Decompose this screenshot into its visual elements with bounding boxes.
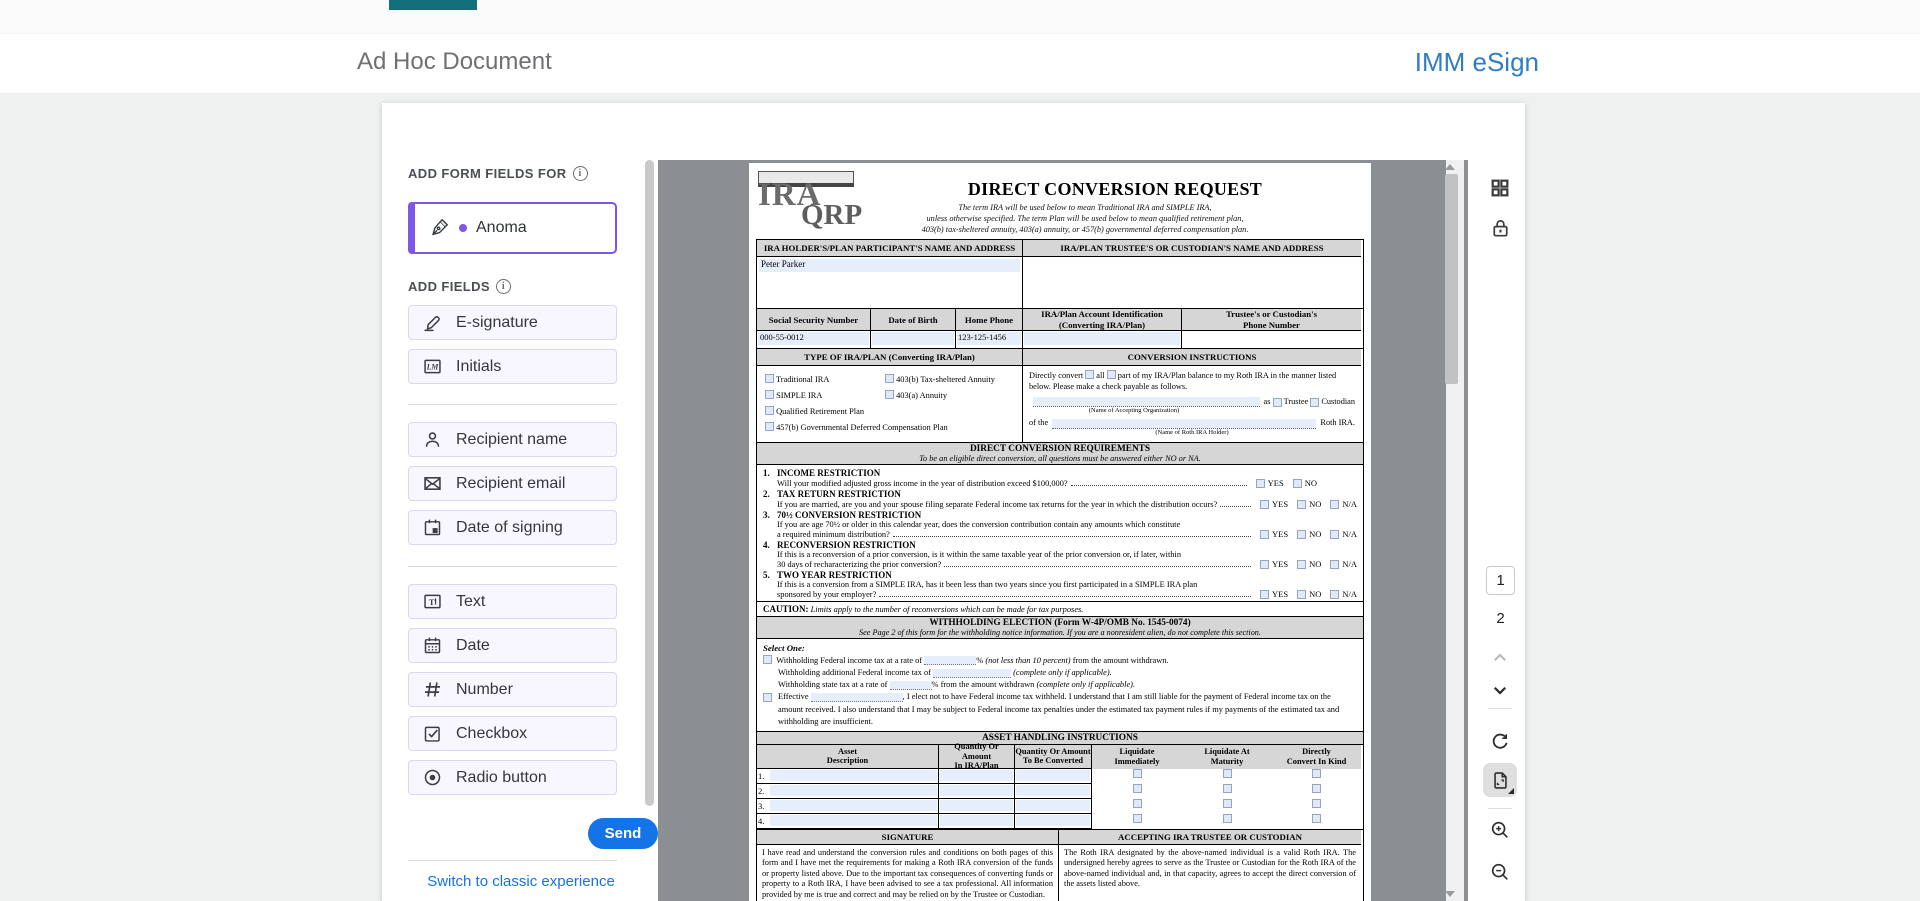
form-checkbox[interactable] — [1256, 479, 1265, 488]
document-header: IRA QRP DIRECT CONVERSION REQUEST The term IRA will be used below to mean Traditional IRA and SIMPLE IRA, unless otherwise specified. The term Plan will be used below to mean qualified retirement plan, 403(b) tax-sheltered annuity, 403(a) annuity, or 457(b) governmental deferred compensation plan. — [749, 163, 1371, 239]
form-checkbox[interactable] — [1293, 479, 1302, 488]
field-button-recipient-name[interactable]: Recipient name — [408, 422, 617, 457]
question-item: 3. 70½ CONVERSION RESTRICTION If you are age 70½ or older in this calendar year, does the conversion contribution contain any amounts which constitute a required minimum distribution? YES NO N/A — [763, 510, 1357, 539]
hash-icon — [422, 679, 443, 700]
recipient-color-dot — [459, 224, 467, 232]
trustee-phone-field[interactable] — [1182, 331, 1361, 348]
page-up-icon[interactable] — [1483, 641, 1517, 675]
questions-section — [757, 465, 1363, 601]
question-item: 1. INCOME RESTRICTION Will your modified adjusted gross income in the year of distribution exceed $100,000? YES NO — [763, 468, 1317, 488]
form-checkbox[interactable] — [1133, 799, 1142, 808]
scroll-up-icon[interactable] — [1445, 164, 1455, 170]
form-checkbox[interactable] — [1273, 398, 1282, 407]
trustee-name-field[interactable] — [1023, 257, 1361, 308]
federal-rate-field[interactable] — [924, 656, 976, 665]
field-button-initials[interactable]: LM Initials — [408, 349, 617, 384]
page-title: Ad Hoc Document — [357, 48, 552, 75]
asset-convert-field[interactable] — [1016, 800, 1090, 811]
ssn-field[interactable]: 000-55-0012 — [758, 332, 869, 345]
dob-field[interactable] — [872, 332, 954, 345]
page-thumb-2[interactable]: 2 — [1496, 610, 1505, 627]
phone-header: Home Phone — [956, 309, 1023, 331]
form-checkbox[interactable] — [1133, 814, 1142, 823]
info-icon[interactable]: i — [496, 279, 511, 294]
viewer-scrollbar-thumb[interactable] — [1445, 174, 1458, 384]
trustee-header: IRA/PLAN TRUSTEE'S OR CUSTODIAN'S NAME AND ADDRESS — [1023, 240, 1361, 257]
page-down-icon[interactable] — [1483, 673, 1517, 707]
form-checkbox[interactable] — [1330, 560, 1339, 569]
withholding-section: Select One: Withholding Federal income tax at a rate of % (not less than 10 percent) from the amount withdrawn. Withholding additional Federal income tax of (complete only if applicable). Withholding state tax at a rate of % from the amount withdrawn (complete only if applicable). Effective , I elect not to have Federal income tax withheld. I understand that I am still liable for the payment of Federal income tax on the amount received. I also understand that I may be subject to Federal income tax penalties under the estimated tax payment rules if my payments of the estimated tax and withholding are insufficient. — [763, 643, 1340, 726]
rotate-icon[interactable] — [1483, 725, 1517, 759]
app-header — [0, 34, 1920, 93]
field-button-radio[interactable]: Radio button — [408, 760, 617, 795]
grid-view-icon[interactable] — [1483, 171, 1517, 205]
asset-header: ASSET HANDLING INSTRUCTIONS — [757, 731, 1363, 745]
roth-holder-field[interactable] — [1052, 419, 1316, 429]
form-checkbox[interactable] — [1085, 370, 1094, 379]
signature-icon — [422, 312, 443, 333]
state-rate-field[interactable] — [890, 681, 932, 690]
account-header: IRA/Plan Account Identification (Converting IRA/Plan) — [1023, 309, 1182, 331]
sidebar-divider — [408, 860, 617, 861]
home-phone-field[interactable]: 123-125-1456 — [957, 332, 1021, 345]
form-checkbox[interactable] — [1330, 500, 1339, 509]
effective-date-field[interactable] — [811, 693, 903, 702]
pen-nib-icon — [428, 217, 450, 239]
form-checkbox[interactable] — [1297, 530, 1306, 539]
page-thumb-1[interactable]: 1 — [1486, 566, 1515, 595]
form-checkbox[interactable] — [1297, 590, 1306, 599]
calendar-signing-icon — [422, 517, 443, 538]
form-checkbox[interactable] — [765, 374, 774, 383]
form-checkbox[interactable] — [885, 374, 894, 383]
content-area — [0, 93, 1920, 901]
viewer-scrollbar[interactable] — [1446, 160, 1464, 901]
asset-qty-field[interactable] — [940, 800, 1013, 811]
conversion-header: CONVERSION INSTRUCTIONS — [1023, 349, 1361, 366]
top-strip — [0, 0, 1920, 34]
asset-convert-field[interactable] — [1016, 785, 1090, 796]
field-sidebar — [408, 103, 642, 901]
form-checkbox[interactable] — [1223, 814, 1232, 823]
form-checkbox[interactable] — [1223, 769, 1232, 778]
ira-qrp-logo: IRA QRP — [758, 171, 868, 235]
form-checkbox[interactable] — [1260, 590, 1269, 599]
checkbox-icon — [422, 723, 443, 744]
asset-convert-field[interactable] — [1016, 815, 1090, 826]
form-checkbox[interactable] — [1310, 398, 1319, 407]
field-button-text[interactable]: T Text — [408, 584, 617, 619]
field-button-esignature[interactable]: E-signature — [408, 305, 617, 340]
recipient-selector[interactable] — [408, 202, 617, 254]
form-checkbox[interactable] — [1312, 769, 1321, 778]
rail-divider — [1488, 808, 1512, 809]
asset-desc-field[interactable] — [770, 785, 937, 796]
form-checkbox[interactable] — [763, 655, 772, 664]
scroll-down-icon[interactable] — [1445, 891, 1455, 897]
asset-qty-field[interactable] — [940, 815, 1013, 826]
field-button-checkbox[interactable]: Checkbox — [408, 716, 617, 751]
document-page — [749, 163, 1371, 901]
form-body — [756, 239, 1364, 901]
conversion-instructions: Directly convert all part of my IRA/Plan balance to my Roth IRA in the manner listed below. Please make a check payable as follows. as Trustee Custodian (Name of Accepting Organization) of the Roth IRA. (Name of Roth IRA Holder) — [1029, 371, 1355, 436]
svg-text:LM: LM — [426, 362, 439, 372]
signature-header: SIGNATURE — [757, 830, 1059, 845]
viewer-toolbar — [1477, 103, 1523, 901]
add-fields-label: ADD FIELDS i — [408, 279, 511, 294]
form-checkbox[interactable] — [1312, 784, 1321, 793]
zoom-out-icon[interactable] — [1483, 855, 1517, 889]
fit-page-corner — [1508, 788, 1514, 794]
form-checkbox[interactable] — [1133, 769, 1142, 778]
form-checkbox[interactable] — [1312, 799, 1321, 808]
asset-row: 2. — [757, 784, 1363, 799]
asset-row: 1. — [757, 769, 1363, 784]
main-card — [382, 103, 1525, 901]
info-icon[interactable]: i — [573, 166, 588, 181]
accepting-header: ACCEPTING IRA TRUSTEE OR CUSTODIAN — [1059, 830, 1361, 845]
form-checkbox[interactable] — [1297, 500, 1306, 509]
requirements-header: DIRECT CONVERSION REQUIREMENTS To be an eligible direct conversion, all questions must be answered either NO or NA. — [757, 443, 1363, 465]
question-item: 5. TWO YEAR RESTRICTION If this is a conversion from a SIMPLE IRA, has it been less than two years since you first participated in a SIMPLE IRA plan sponsored by your employer? YES NO N/A — [763, 570, 1357, 599]
form-checkbox[interactable] — [1260, 560, 1269, 569]
trustee-phone-header: Trustee's or Custodian's Phone Number — [1182, 309, 1361, 331]
form-checkbox[interactable] — [1312, 814, 1321, 823]
text-icon — [422, 591, 443, 612]
teal-tab — [389, 0, 477, 10]
form-checkbox[interactable] — [1133, 784, 1142, 793]
form-checkbox[interactable] — [763, 693, 772, 702]
lock-icon[interactable] — [1483, 211, 1517, 245]
calendar-icon — [422, 635, 443, 656]
zoom-in-icon[interactable] — [1483, 813, 1517, 847]
asset-qty-field[interactable] — [940, 785, 1013, 796]
form-checkbox[interactable] — [1260, 530, 1269, 539]
form-checkbox[interactable] — [1107, 370, 1116, 379]
withholding-header: WITHHOLDING ELECTION (Form W-4P/OMB No. 1545-0074) See Page 2 of this form for the withholding notice information. If you are a nonresident alien, do not complete this section. — [757, 616, 1363, 639]
person-icon — [422, 429, 443, 450]
rail-divider — [1488, 708, 1512, 709]
asset-row: 4. — [757, 814, 1363, 829]
signature-text: I have read and understand the conversion rules and conditions on both pages of this form and I have met the requirements for making a Roth IRA conversion of the funds or property listed above. Due to the important tax consequences of converting funds or property to a Roth IRA, I have been advised to see a tax professional. All information provided by me is true and correct and may be relied on by the Trustee or Custodian. — [757, 845, 1059, 901]
field-button-number[interactable]: Number — [408, 672, 617, 707]
asset-row: 3. — [757, 799, 1363, 814]
switch-classic-link[interactable]: Switch to classic experience — [427, 873, 615, 890]
holder-name-field[interactable]: Peter Parker — [759, 259, 1020, 272]
additional-federal-field[interactable] — [933, 669, 1011, 678]
form-checkbox[interactable] — [765, 422, 774, 431]
asset-desc-field[interactable] — [770, 770, 937, 781]
envelope-icon — [422, 473, 443, 494]
recipient-name: Anoma — [476, 219, 527, 236]
document-viewer — [658, 160, 1468, 901]
asset-qty-field[interactable] — [940, 770, 1013, 781]
sidebar-divider — [408, 404, 617, 405]
field-button-recipient-email[interactable]: Recipient email — [408, 466, 617, 501]
svg-text:T: T — [428, 596, 435, 607]
question-item: 4. RECONVERSION RESTRICTION If this is a reconversion of a prior conversion, is it within the same taxable year of the prior conversion or, if later, within 30 days of recharacterizing the prior conversion? YES NO N/A — [763, 540, 1357, 569]
form-checkbox[interactable] — [1330, 590, 1339, 599]
document-title: DIRECT CONVERSION REQUEST — [967, 179, 1263, 199]
fit-page-icon[interactable] — [1483, 763, 1517, 797]
form-checkbox[interactable] — [885, 390, 894, 399]
brand-logo: IMM eSign — [1414, 47, 1539, 77]
radio-icon — [422, 767, 443, 788]
field-button-date[interactable]: Date — [408, 628, 617, 663]
asset-desc-field[interactable] — [770, 815, 937, 826]
field-button-date-of-signing[interactable]: Date of signing — [408, 510, 617, 545]
send-button[interactable]: Send — [588, 818, 658, 849]
asset-convert-field[interactable] — [1016, 770, 1090, 781]
type-header: TYPE OF IRA/PLAN (Converting IRA/Plan) — [757, 349, 1023, 366]
accepting-text: The Roth IRA designated by the above-named individual is a valid Roth IRA. The undersigned hereby agrees to serve as the Trustee or Custodian for the Roth IRA of the above-named individual and, in that capacity, agrees to accept the direct conversion of the assets listed above. — [1064, 847, 1356, 889]
initials-icon — [422, 356, 443, 377]
account-id-field[interactable] — [1024, 332, 1180, 345]
holder-header: IRA HOLDER'S/PLAN PARTICIPANT'S NAME AND ADDRESS — [757, 240, 1023, 257]
sidebar-scrollbar[interactable] — [645, 160, 654, 806]
form-checkbox[interactable] — [1330, 530, 1339, 539]
asset-table-header: Asset Description Quantity Or Amount In IRA/Plan Quantity Or Amount To Be Converted Liquidate Immediately Liquidate At Maturity Directly Convert In Kind — [757, 745, 1363, 769]
form-checkbox[interactable] — [1223, 799, 1232, 808]
form-checkbox[interactable] — [1297, 560, 1306, 569]
sidebar-divider — [408, 566, 617, 567]
add-form-fields-label: ADD FORM FIELDS FOR i — [408, 166, 588, 181]
question-item: 2. TAX RETURN RESTRICTION If you are married, are you and your spouse filing separate Federal income tax returns for the year in which the distribution occurs? YES NO N/A — [763, 489, 1357, 509]
type-options: Traditional IRA SIMPLE IRA Qualified Retirement Plan 457(b) Governmental Deferred Compensation Plan 403(b) Tax-sheltered Annuity 403(a) Annuity — [757, 366, 1023, 442]
dob-header: Date of Birth — [871, 309, 956, 331]
ssn-header: Social Security Number — [757, 309, 871, 331]
form-checkbox[interactable] — [1260, 500, 1269, 509]
accepting-org-field[interactable] — [1033, 397, 1260, 407]
asset-desc-field[interactable] — [770, 800, 937, 811]
form-checkbox[interactable] — [765, 390, 774, 399]
form-checkbox[interactable] — [765, 406, 774, 415]
caution-note: CAUTION: Limits apply to the number of reconversions which can be made for tax purposes. — [757, 601, 1363, 616]
form-checkbox[interactable] — [1223, 784, 1232, 793]
